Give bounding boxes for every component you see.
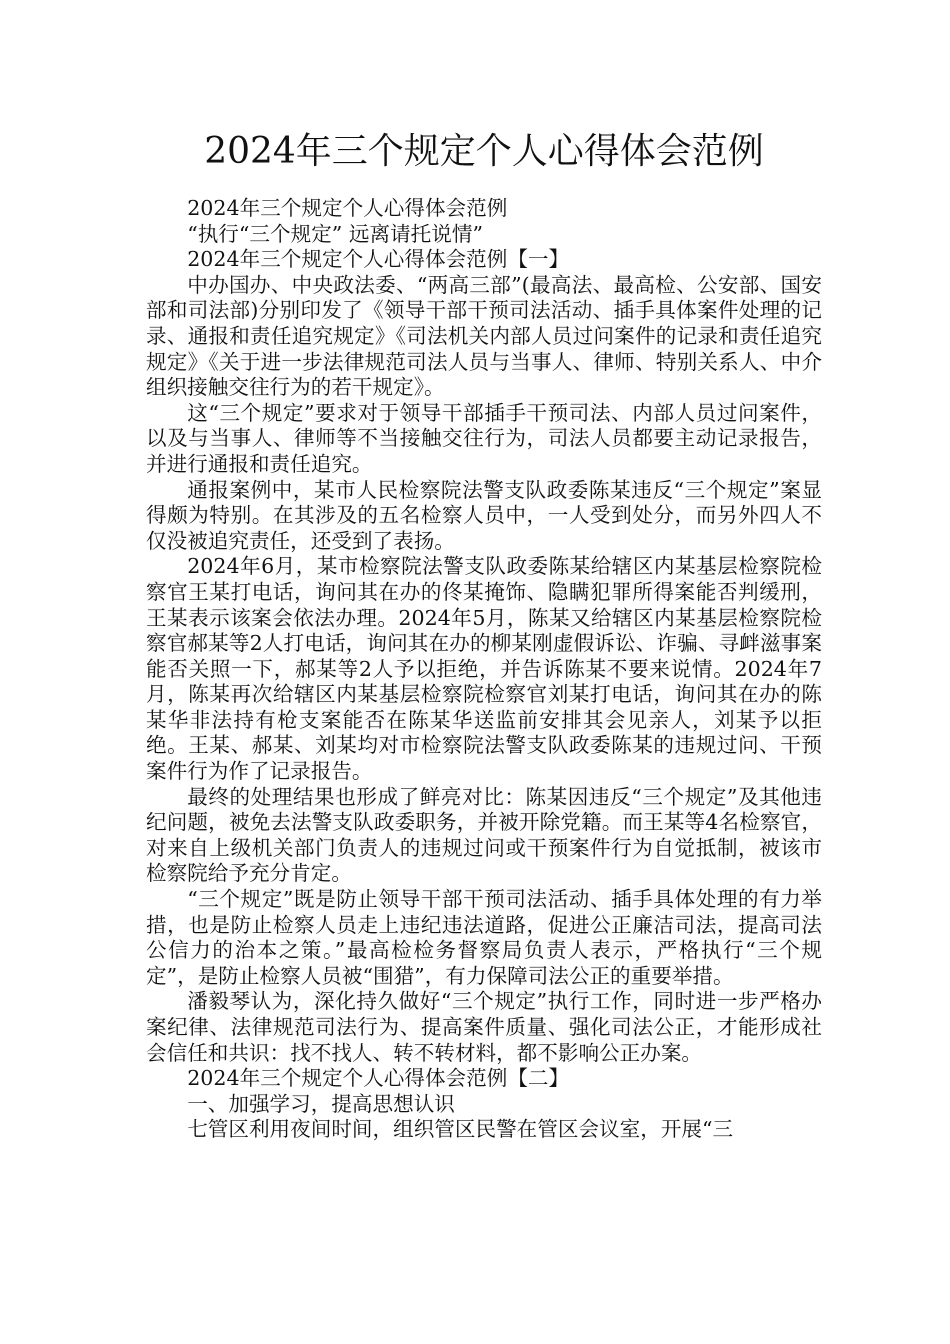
section-heading: 2024年三个规定个人心得体会范例【一】 xyxy=(187,247,570,272)
body-paragraph: 潘毅琴认为，深化持久做好“三个规定”执行工作，同时进一步严格办案纪律、法律规范司法行为、提高案件质量、强化司法公正，才能形成社会信任和共识：找不找人、转不转材料，都不影响公正办案。 xyxy=(146,989,822,1065)
body-paragraph: 中办国办、中央政法委、“两高三部”(最高法、最高检、公安部、国安部和司法部)分别印发了《领导干部干预司法活动、插手具体案件处理的记录、通报和责任追究规定》《司法机关内部人员过问案件的记录和责任追究规定》《关于进一步法律规范司法人员与当事人、律师、特别关系人、中介组织接触交往行为的若干规定》。 xyxy=(146,272,822,400)
body-paragraph: “执行“三个规定” 远离请托说情” xyxy=(187,221,483,246)
subsection-heading: 一、加强学习，提高思想认识 xyxy=(187,1091,455,1116)
body-paragraph: 七管区利用夜间时间，组织管区民警在管区会议室，开展“三 xyxy=(187,1117,734,1142)
body-paragraph: 通报案例中，某市人民检察院法警支队政委陈某违反“三个规定”案显得颇为特别。在其涉及的五名检察人员中，一人受到处分，而另外四人不仅没被追究责任，还受到了表扬。 xyxy=(146,477,822,553)
section-heading: 2024年三个规定个人心得体会范例【二】 xyxy=(187,1066,570,1091)
document-body xyxy=(146,196,822,1143)
document-title: 2024年三个规定个人心得体会范例 xyxy=(204,131,764,172)
body-paragraph: 最终的处理结果也形成了鲜亮对比：陈某因违反“三个规定”及其他违纪问题，被免去法警支队政委职务，并被开除党籍。而王某等4名检察官，对来自上级机关部门负责人的违规过问或干预案件行为自觉抵制，被该市检察院给予充分肯定。 xyxy=(146,784,822,886)
body-paragraph: “三个规定”既是防止领导干部干预司法活动、插手具体处理的有力举措，也是防止检察人员走上违纪违法道路，促进公正廉洁司法，提高司法公信力的治本之策。”最高检检务督察局负责人表示，严格执行“三个规定”，是防止检察人员被“围猎”，有力保障司法公正的重要举措。 xyxy=(146,887,822,988)
body-paragraph: 这“三个规定”要求对于领导干部插手干预司法、内部人员过问案件，以及与当事人、律师等不当接触交往行为，司法人员都要主动记录报告，并进行通报和责任追究。 xyxy=(146,400,822,476)
body-paragraph: 2024年6月，某市检察院法警支队政委陈某给辖区内某基层检察院检察官王某打电话，询问其在办的佟某掩饰、隐瞒犯罪所得案能否判缓刑，王某表示该案会依法办理。2024年5月，陈某又给辖区内某基层检察院检察官郝某等2人打电话，询问其在办的柳某刚虚假诉讼、诈骗、寻衅滋事案能否关照一下，郝某等2人予以拒绝，并告诉陈某不要来说情。2024年7月，陈某再次给辖区内某基层检察院检察官刘某打电话，询问其在办的陈某华非法持有枪支案能否在陈某华送监前安排其会见亲人，刘某予以拒绝。王某、郝某、刘某均对市检察院法警支队政委陈某的违规过问、干预案件行为作了记录报告。 xyxy=(146,554,822,784)
document-page xyxy=(146,0,822,1143)
body-paragraph: 2024年三个规定个人心得体会范例 xyxy=(187,196,508,220)
